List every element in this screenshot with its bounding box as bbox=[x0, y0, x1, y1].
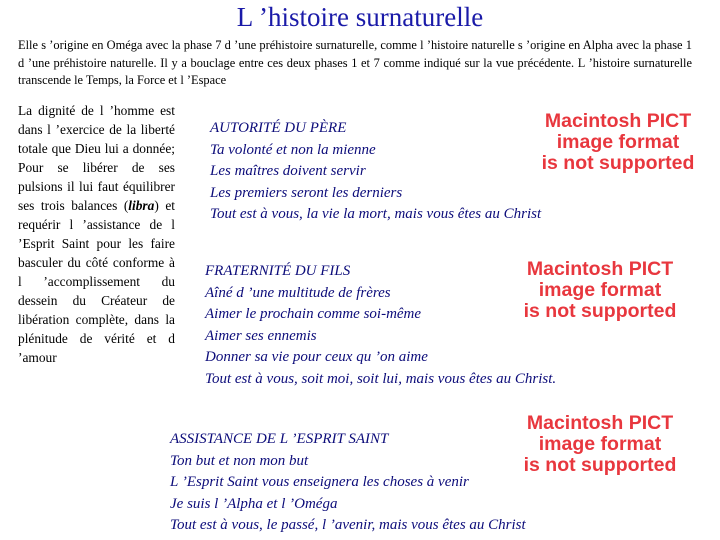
block-line: Ton but et non mon but bbox=[170, 452, 309, 469]
block-line: Aimer le prochain comme soi-même bbox=[205, 306, 422, 322]
block-line: Les maîtres doivent servir bbox=[210, 163, 366, 179]
block-line: Aimer ses ennemis bbox=[205, 327, 317, 344]
side-text-emphasis: libra bbox=[128, 198, 155, 213]
pict-line: is not supported bbox=[523, 300, 677, 322]
block-heading: FRATERNITÉ DU FILS bbox=[205, 263, 351, 279]
block-line: Aîné d ’une multitude de frères bbox=[205, 284, 391, 301]
block-line: Tout est à vous, soit moi, soit lui, mais vous êtes au Christ. bbox=[205, 370, 557, 387]
pict-line: image format bbox=[556, 131, 680, 153]
block-heading: ASSISTANCE DE L ’ESPRIT SAINT bbox=[170, 431, 389, 447]
pict-line: image format bbox=[538, 433, 662, 455]
pict-placeholder-1 bbox=[530, 111, 706, 174]
block-line: Tout est à vous, la vie la mort, mais vous êtes au Christ bbox=[210, 206, 542, 222]
block-spirit bbox=[170, 429, 526, 537]
pict-line: Macintosh PICT bbox=[526, 258, 674, 280]
pict-line: Macintosh PICT bbox=[526, 412, 674, 434]
side-paragraph bbox=[18, 101, 175, 367]
pict-placeholder-2 bbox=[512, 259, 688, 322]
page-title: L ’histoire surnaturelle bbox=[236, 2, 484, 32]
pict-line: Macintosh PICT bbox=[544, 110, 692, 132]
block-heading: AUTORITÉ DU PÈRE bbox=[210, 120, 347, 136]
block-line: Donner sa vie pour ceux qu ’on aime bbox=[205, 349, 428, 365]
block-son bbox=[205, 261, 556, 390]
side-text-before: La dignité de l ’homme est dans l ’exercice de la liberté totale que Dieu lui a donnée; Pour se libérer de ses pulsions il lui faut équilibrer ses trois balances ( bbox=[18, 103, 175, 213]
block-father bbox=[210, 118, 541, 226]
block-line: L ’Esprit Saint vous enseignera les choses à venir bbox=[170, 474, 469, 490]
pict-placeholder-3 bbox=[512, 413, 688, 476]
block-line: Les premiers seront les derniers bbox=[210, 184, 403, 201]
block-line: Tout est à vous, le passé, l ’avenir, mais vous êtes au Christ bbox=[170, 517, 526, 533]
pict-line: is not supported bbox=[523, 454, 677, 476]
pict-line: is not supported bbox=[541, 152, 695, 174]
intro-paragraph: Elle s ’origine en Oméga avec la phase 7 d ’une préhistoire surnaturelle, comme l ’histoire naturelle s ’origine en Alpha avec la phase 1 d ’une préhistoire naturelle. Il y a bouclage entre ces deux phases 1 et 7 comme indiqué sur la vue précédente. L ’histoire surnaturelle transcende le Temps, la Force et l ’Espace bbox=[18, 38, 692, 87]
side-text-after: ) et requérir l ’assistance de l ’Esprit Saint pour les faire basculer du côté conforme à l ’accomplissement du dessein du Créateur de libération complète, dans la plénitude de vérité et d ’amour bbox=[18, 198, 175, 365]
block-line: Ta volonté et non la mienne bbox=[210, 141, 376, 158]
pict-line: image format bbox=[538, 279, 662, 301]
block-line: Je suis l ’Alpha et l ’Oméga bbox=[170, 495, 338, 512]
